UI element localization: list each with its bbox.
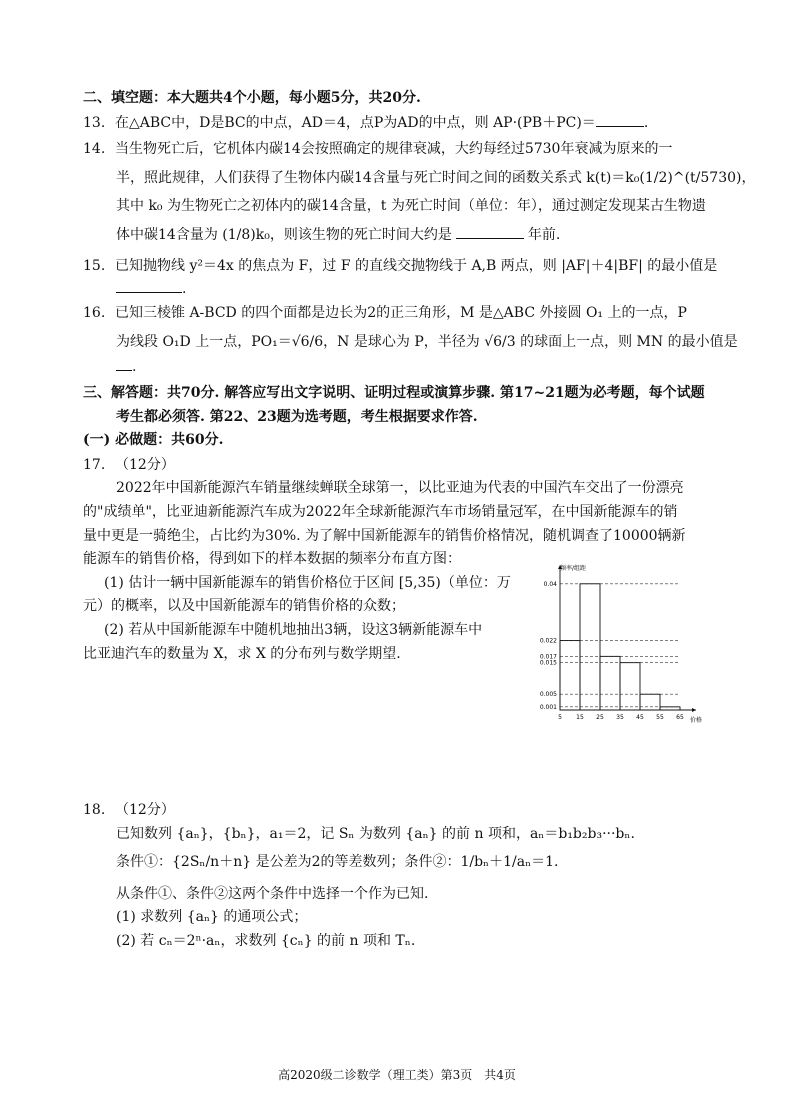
page-footer: 高2020级二诊数学（理工类）第3页 共4页 xyxy=(278,1068,516,1082)
question-17-p4: 能源车的销售价格，得到如下的样本数据的频率分布直方图： xyxy=(83,551,461,567)
histogram-bar xyxy=(660,707,680,710)
question-16-line3 xyxy=(116,356,136,377)
question-15 xyxy=(83,256,717,276)
x-axis-arrow xyxy=(692,708,696,712)
x-tick-label: 55 xyxy=(656,714,664,721)
histogram-bar xyxy=(600,656,620,710)
question-text: 当生物死亡后，它机体内碳14会按照确定的规律衰减，大约每经过5730年衰减为原来的一 xyxy=(115,141,673,157)
question-13: 13. 在△ABC中，D是BC的中点，AD＝4，点P为AD的中点，则 AP·(PB＋PC)＝ . xyxy=(83,112,648,133)
answer-blank xyxy=(456,224,524,239)
y-tick-label: 0.001 xyxy=(539,703,557,711)
question-14-line4 xyxy=(116,224,560,245)
question-14-line3: 其中 k₀ 为生物死亡之初体内的碳14含量，t 为死亡时间（单位：年），通过测定发现某古生物遗 xyxy=(116,198,706,214)
answer-blank xyxy=(116,278,182,293)
y-tick-label: 0.005 xyxy=(539,691,557,699)
answer-blank xyxy=(596,112,644,127)
question-18-l5: (2) 若 cₙ＝2ⁿ·aₙ，求数列 {cₙ} 的前 n 项和 Tₙ. xyxy=(116,933,416,949)
question-15-line2 xyxy=(116,278,186,299)
question-18-l2: 条件①：{2Sₙ/n＋n} 是公差为2的等差数列；条件②：1/bₙ＋1/aₙ＝1. xyxy=(116,854,559,870)
y-tick-label: 0.04 xyxy=(543,580,557,588)
question-18-l1: 已知数列 {aₙ}，{bₙ}，a₁＝2，记 Sₙ 为数列 {aₙ} 的前 n 项和，aₙ＝b₁b₂b₃···bₙ. xyxy=(116,826,635,842)
question-14-line2: 半，照此规律，人们获得了生物体内碳14含量与死亡时间之间的函数关系式 k(t)＝k₀(1/2)^(t/5730)， xyxy=(116,170,756,186)
question-number: 17. xyxy=(83,457,106,473)
y-tick-label: 0.022 xyxy=(539,637,557,645)
x-tick-label: 5 xyxy=(558,714,562,721)
y-tick-label: 0.017 xyxy=(539,653,557,661)
question-score: （12分） xyxy=(115,802,175,818)
question-17-sub1b: 元）的概率，以及中国新能源车的销售价格的众数； xyxy=(83,598,405,614)
question-number: 15. xyxy=(83,258,106,274)
question-17 xyxy=(83,455,175,475)
question-18-l3: 从条件①、条件②这两个条件中选择一个作为已知. xyxy=(116,886,429,902)
question-number: 18. xyxy=(83,802,106,818)
section3-header: 三、解答题：共70分. 解答应写出文字说明、证明过程或演算步骤. 第17~21题为必考题，每个试题 xyxy=(83,385,705,401)
question-17-p3: 量中更是一骑绝尘，占比约为30%. 为了解中国新能源车的销售价格情况，随机调查了10000辆新 xyxy=(83,528,686,544)
question-number: 14. xyxy=(83,141,106,157)
question-text: 体中碳14含量为 (1/8)k₀，则该生物的死亡时间大约是 xyxy=(116,227,452,243)
histogram-bar xyxy=(640,694,660,710)
x-tick-label: 25 xyxy=(596,714,604,721)
question-17-sub2a: (2) 若从中国新能源车中随机地抽出3辆，设这3辆新能源车中 xyxy=(104,622,483,638)
y-axis-label: 频率/组距 xyxy=(560,565,587,572)
histogram-bar xyxy=(560,641,580,710)
question-17-p1: 2022年中国新能源汽车销量继续蝉联全球第一，以比亚迪为代表的中国汽车交出了一份漂亮 xyxy=(116,480,684,496)
question-text-end: . xyxy=(182,281,187,297)
x-tick-label: 15 xyxy=(576,714,584,721)
question-text: 在△ABC中，D是BC的中点，AD＝4，点P为AD的中点，则 AP·(PB＋PC)＝ xyxy=(115,115,596,131)
question-17-p2: 的"成绩单"，比亚迪新能源汽车成为2022年全球新能源汽车市场销量冠军，在中国新能源车的销 xyxy=(83,504,678,520)
question-17-sub2b: 比亚迪汽车的数量为 X，求 X 的分布列与数学期望. xyxy=(83,646,401,662)
x-axis-label: 价格 xyxy=(690,717,703,724)
question-number: 16. xyxy=(83,305,106,321)
x-tick-label: 45 xyxy=(636,714,644,721)
question-text-end: 年前. xyxy=(527,227,561,243)
x-tick-label: 35 xyxy=(616,714,624,721)
section2-header: 二、填空题：本大题共4个小题，每小题5分，共20分. xyxy=(83,90,421,106)
question-text: 已知抛物线 y²＝4x 的焦点为 F，过 F 的直线交抛物线于 A,B 两点，则 |AF|＋4|BF| 的最小值是 xyxy=(115,258,718,274)
section3-header-line2: 考生都必须答. 第22、23题为选考题，考生根据要求作答. xyxy=(116,409,478,425)
question-text: 已知三棱锥 A‑BCD 的四个面都是边长为2的正三角形，M 是△ABC 外接圆 O₁ 上的一点，P xyxy=(115,305,687,321)
question-18 xyxy=(83,800,175,820)
answer-blank xyxy=(116,356,132,371)
question-score: （12分） xyxy=(115,457,175,473)
frequency-histogram xyxy=(524,560,714,740)
question-14 xyxy=(83,139,672,159)
question-17-sub1a: (1) 估计一辆中国新能源车的销售价格位于区间 [5,35)（单位：万 xyxy=(104,575,511,591)
y-tick-label: 0.015 xyxy=(539,659,557,667)
question-16 xyxy=(83,303,687,323)
x-tick-label: 65 xyxy=(676,714,684,721)
section3-subheader: (一) 必做题：共60分. xyxy=(83,432,224,448)
question-18-l4: (1) 求数列 {aₙ} 的通项公式； xyxy=(116,909,308,925)
histogram-bar xyxy=(620,663,640,710)
histogram-bar xyxy=(580,584,600,710)
question-number: 13. xyxy=(83,115,106,131)
question-text-end: . xyxy=(132,359,137,375)
question-16-line2: 为线段 O₁D 上一点，PO₁＝√6/6，N 是球心为 P，半径为 √6/3 的球面上一点，则 MN 的最小值是 xyxy=(116,334,738,350)
